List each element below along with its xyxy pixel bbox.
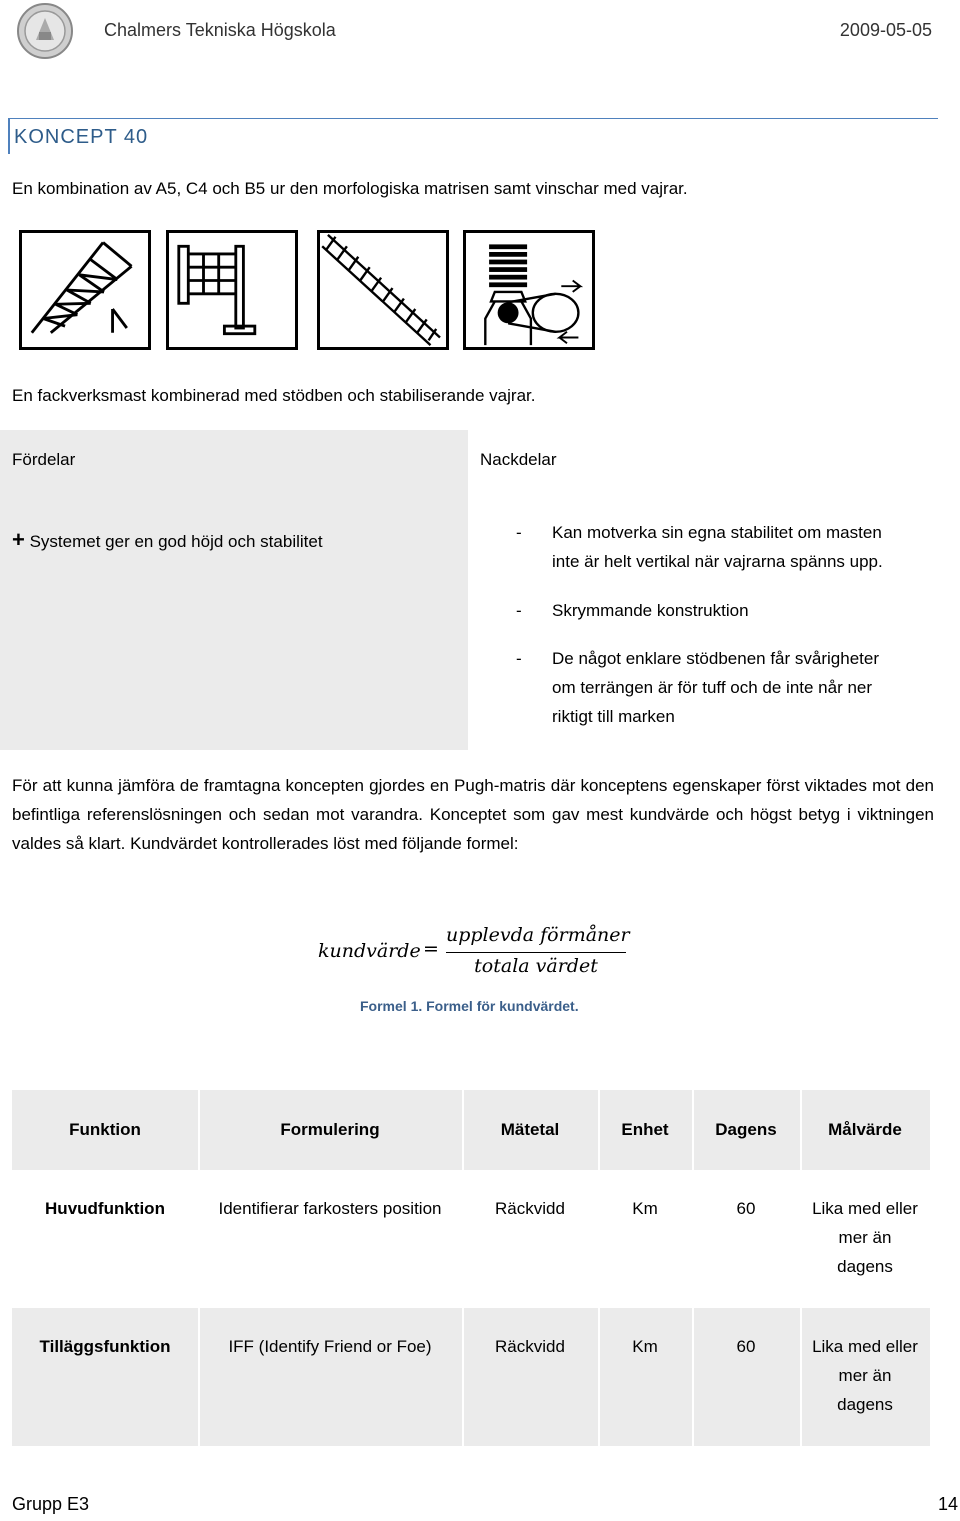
chalmers-seal-logo bbox=[16, 2, 74, 60]
header-title: Chalmers Tekniska Högskola bbox=[104, 20, 336, 40]
support-legs-icon bbox=[166, 230, 298, 350]
table-cell: Räckvidd bbox=[495, 1199, 565, 1218]
cons-line: om terrängen är för tuff och de inte når ner bbox=[552, 678, 873, 697]
formula-denominator: totala värdet bbox=[474, 955, 598, 977]
cons-line: Skrymmande konstruktion bbox=[552, 601, 749, 620]
table-header-cell: Mätetal bbox=[500, 1120, 560, 1139]
target-line: mer än bbox=[838, 1228, 892, 1247]
table-cell: IFF (Identify Friend or Foe) bbox=[228, 1337, 432, 1356]
target-line: Lika med eller bbox=[812, 1337, 918, 1356]
column-divider bbox=[800, 1090, 802, 1446]
table-row bbox=[12, 1170, 930, 1308]
cons-line: riktigt till marken bbox=[552, 707, 675, 726]
pros-item bbox=[12, 527, 323, 553]
section-heading: KONCEPT 40 bbox=[14, 126, 149, 148]
heading-rule bbox=[8, 118, 938, 119]
table-header-cell: Formulering bbox=[280, 1120, 380, 1139]
page-number: 14 bbox=[937, 1494, 958, 1514]
formula-lhs: kundvärde bbox=[318, 940, 421, 962]
plus-bullet: + bbox=[12, 527, 25, 552]
pros-panel bbox=[0, 430, 468, 750]
fraction-bar bbox=[446, 952, 626, 953]
table-cell-target bbox=[800, 1332, 930, 1419]
pugh-paragraph: För att kunna jämföra de framtagna koncepten gjordes en Pugh-matris där konceptens egenskaper först viktades mot den befintliga referenslösningen och sedan mot varandra. Konceptet som gav mest kundvärde och högst betyg i viktningen valdes så klart. Kundvärdet kontrollerades löst med följande formel: bbox=[12, 776, 934, 853]
winch-icon bbox=[463, 230, 595, 350]
table-row bbox=[12, 1308, 930, 1446]
table-header-cell: Dagens bbox=[715, 1120, 777, 1139]
column-divider bbox=[198, 1090, 200, 1446]
table-cell: 60 bbox=[736, 1337, 756, 1356]
table-cell: Tilläggsfunktion bbox=[39, 1337, 171, 1356]
table-cell: Identifierar farkosters position bbox=[218, 1199, 442, 1218]
formula-equals: = bbox=[423, 938, 439, 960]
table-cell-target bbox=[800, 1194, 930, 1281]
table-cell: Km bbox=[632, 1337, 658, 1356]
target-line: mer än bbox=[838, 1366, 892, 1385]
truss-mast-icon bbox=[19, 230, 151, 350]
header-date: 2009-05-05 bbox=[839, 20, 932, 40]
target-line: Lika med eller bbox=[812, 1199, 918, 1218]
figure-caption: En fackverksmast kombinerad med stödben och stabiliserande vajrar. bbox=[12, 386, 536, 405]
target-line: dagens bbox=[837, 1257, 893, 1276]
table-header-row bbox=[12, 1090, 930, 1170]
guy-wire-icon bbox=[317, 230, 449, 350]
dash-bullet: - bbox=[516, 523, 522, 542]
pros-item-text: Systemet ger en god höjd och stabilitet bbox=[29, 532, 323, 551]
table-cell: Km bbox=[632, 1199, 658, 1218]
cons-line: Kan motverka sin egna stabilitet om masten bbox=[552, 523, 882, 542]
heading-bar bbox=[8, 118, 10, 154]
table-header-cell: Målvärde bbox=[828, 1120, 902, 1139]
column-divider bbox=[692, 1090, 694, 1446]
formula-caption: Formel 1. Formel för kundvärdet. bbox=[360, 998, 579, 1014]
target-line: dagens bbox=[837, 1395, 893, 1414]
table-cell: 60 bbox=[736, 1199, 756, 1218]
footer-group: Grupp E3 bbox=[12, 1494, 90, 1514]
pros-header: Fördelar bbox=[12, 450, 76, 469]
cons-line: De något enklare stödbenen får svårigheter bbox=[552, 649, 879, 668]
dash-bullet: - bbox=[516, 601, 522, 620]
table-cell: Räckvidd bbox=[495, 1337, 565, 1356]
table-header-cell: Enhet bbox=[621, 1120, 669, 1139]
table-header-cell: Funktion bbox=[69, 1120, 141, 1139]
column-divider bbox=[598, 1090, 600, 1446]
formula-numerator: upplevda förmåner bbox=[446, 924, 630, 946]
cons-line: inte är helt vertikal när vajrarna spänns upp. bbox=[552, 552, 883, 571]
table-cell: Huvudfunktion bbox=[45, 1199, 165, 1218]
column-divider bbox=[462, 1090, 464, 1446]
cons-header: Nackdelar bbox=[480, 450, 557, 469]
intro-text: En kombination av A5, C4 och B5 ur den morfologiska matrisen samt vinschar med vajrar. bbox=[12, 179, 688, 198]
dash-bullet: - bbox=[516, 649, 522, 668]
